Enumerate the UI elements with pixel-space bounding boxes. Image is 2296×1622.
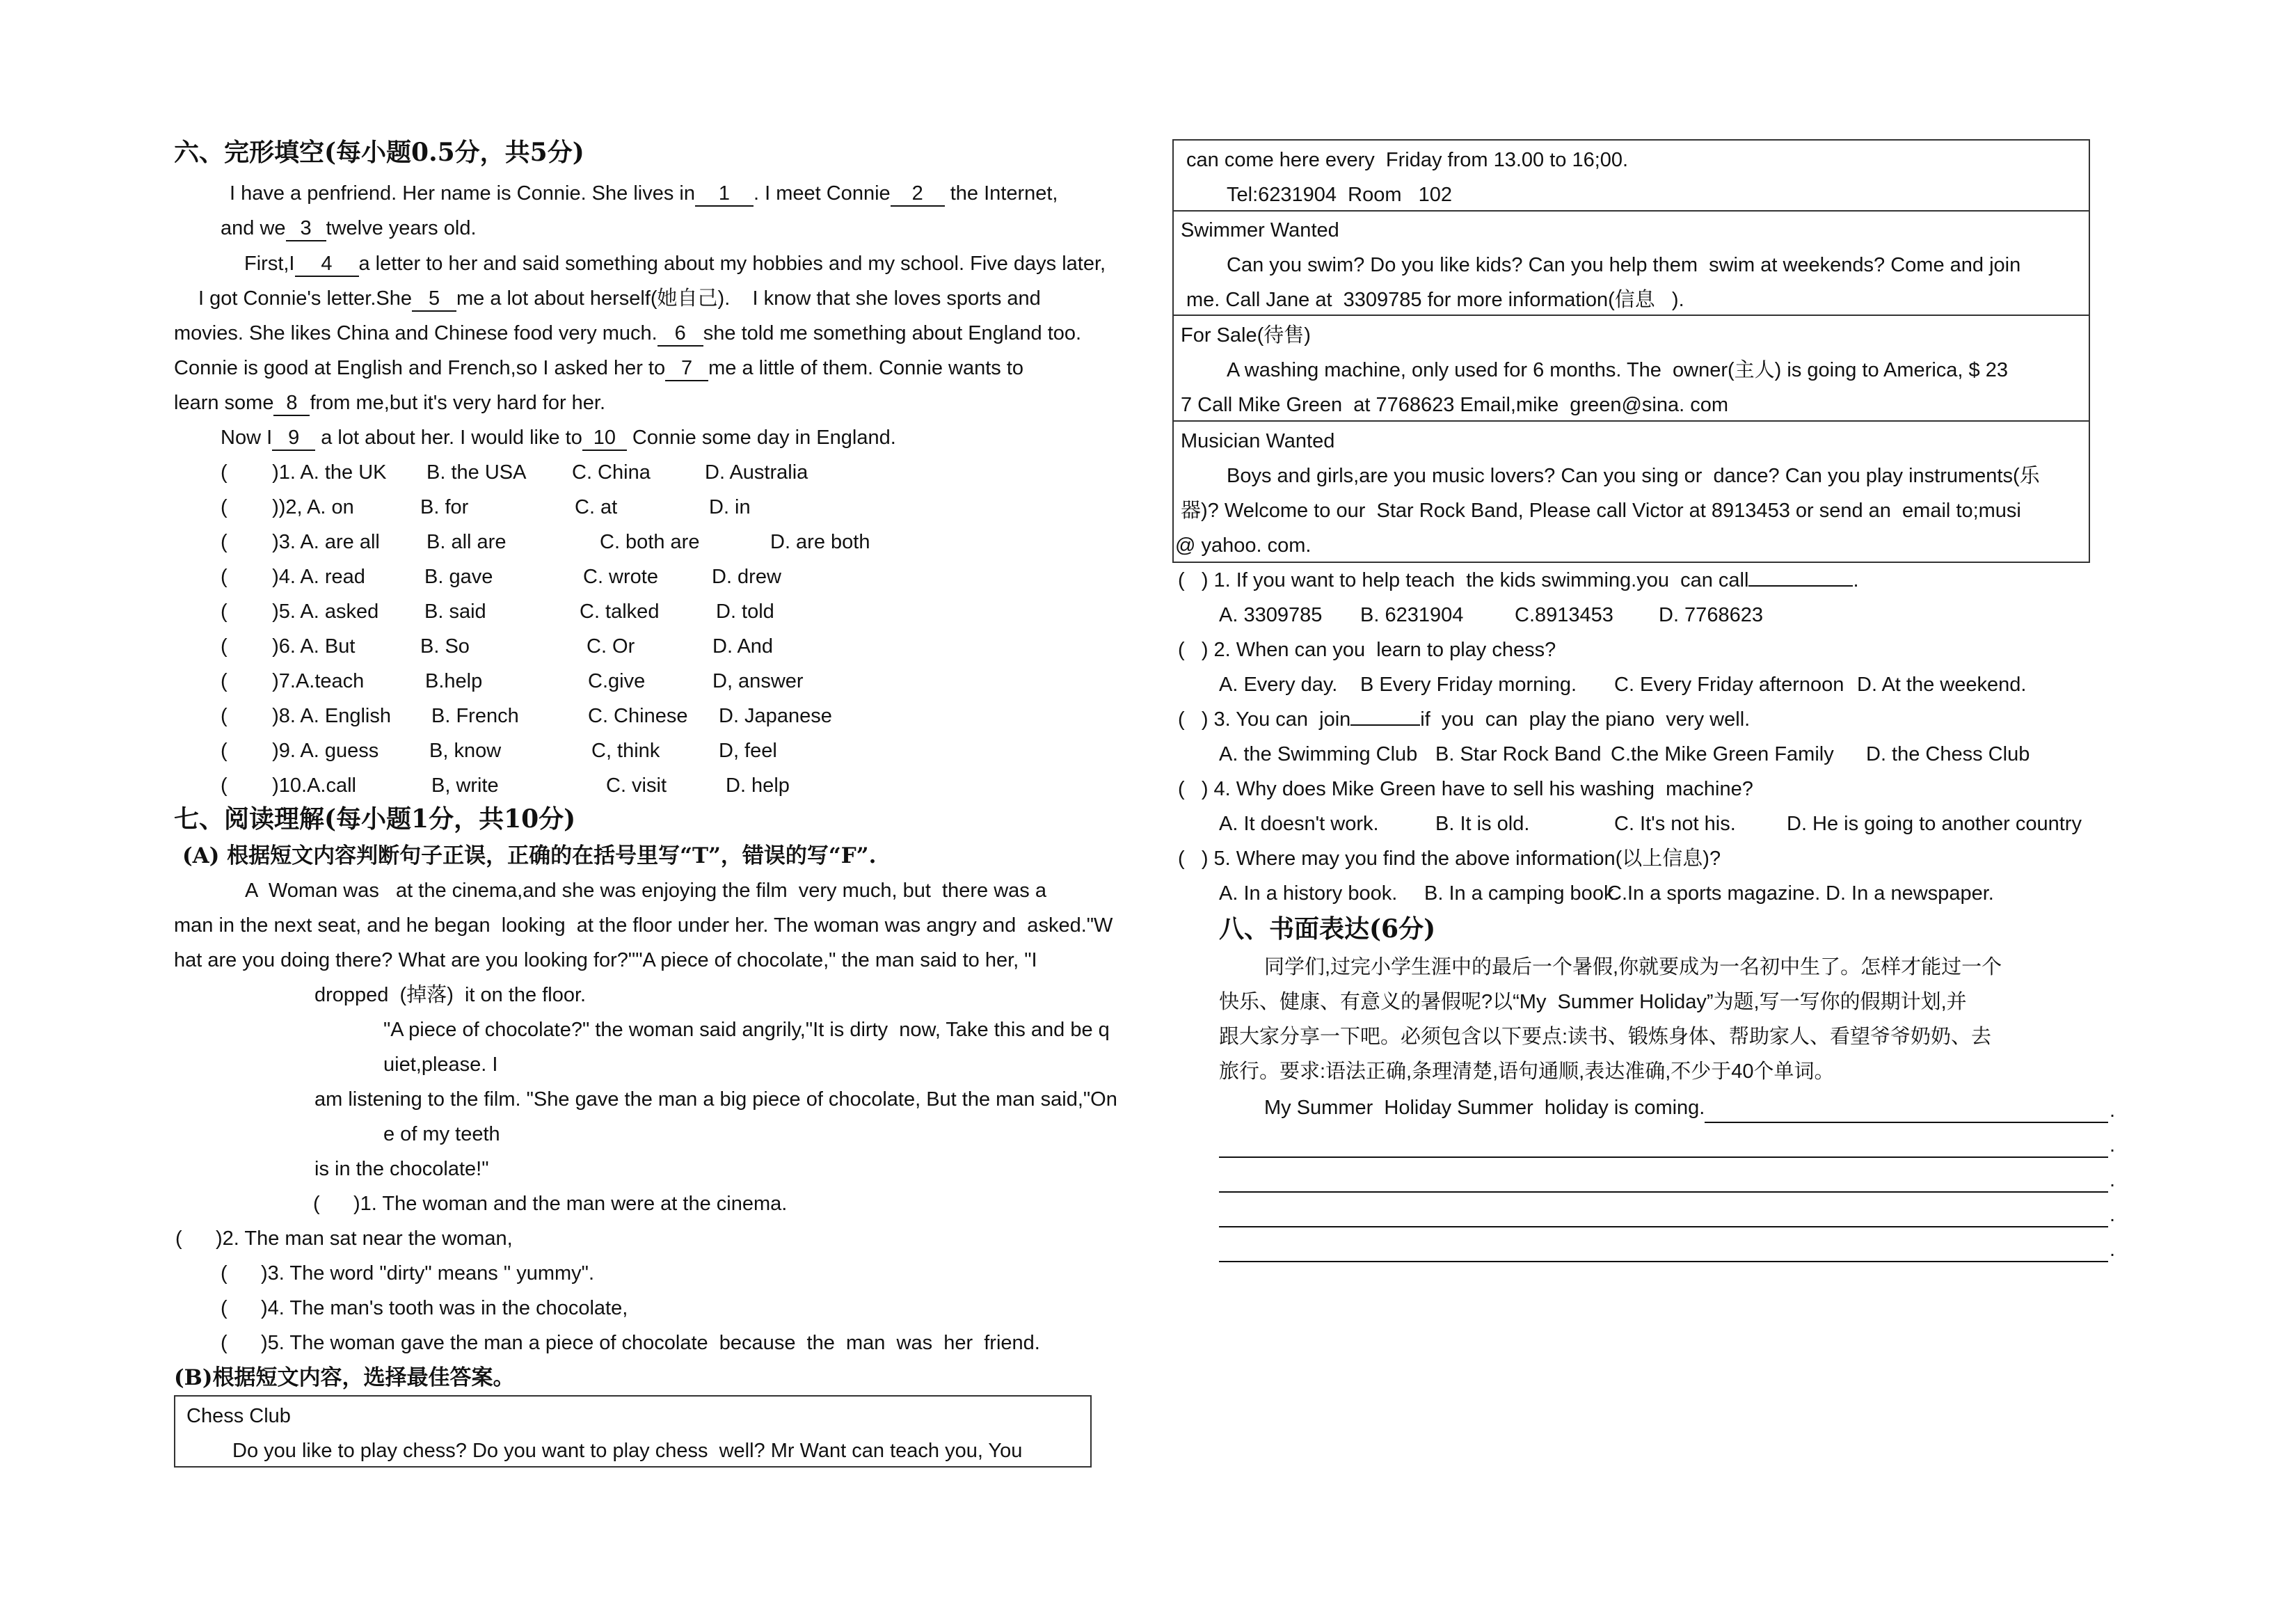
mc-question-1[interactable]: ( ) 1. If you want to help teach the kids swimming.you can call . [1178, 569, 1859, 591]
blank-9[interactable]: 9 [272, 426, 315, 451]
option-d: D. in [709, 496, 751, 518]
musician-wanted-text: Boys and girls,are you music lovers? Can you sing or dance? Can you play instruments(乐 [1227, 465, 2040, 487]
mc-question-2[interactable]: ( ) 2. When can you learn to play chess? [1178, 639, 1556, 661]
mc-option: D. At the weekend. [1857, 674, 2027, 696]
musician-wanted-text: 器)? Welcome to our Star Rock Band, Please call Victor at 8913453 or send an email to;musi [1181, 500, 2021, 522]
tf-item[interactable]: ( )5. The woman gave the man a piece of chocolate because the man was her friend. [221, 1332, 1040, 1354]
passage-a-line: man in the next seat, and he began looking at the floor under her. The woman was angry and asked."W [174, 914, 1113, 937]
cloze-option-row[interactable]: ( )3. A. are all [221, 531, 380, 553]
blank-1[interactable]: 1 [695, 182, 754, 207]
chess-club-text: Do you like to play chess? Do you want to play chess well? Mr Want can teach you, You [232, 1440, 1023, 1462]
mc-option: C. It's not his. [1614, 813, 1736, 835]
chess-club-text-cont: can come here every Friday from 13.00 to 16;00. [1186, 149, 1629, 171]
option-c: C. Or [587, 635, 635, 658]
cloze-option-row[interactable]: ( )10.A.call [221, 774, 356, 797]
writing-line[interactable] [1219, 1156, 2108, 1158]
cloze-option-row[interactable]: ( )8. A. English [221, 705, 391, 727]
option-d: D. And [712, 635, 774, 658]
swimmer-wanted-text: Can you swim? Do you like kids? Can you help them swim at weekends? Come and join [1227, 254, 2021, 276]
cloze-line-6: Connie is good at English and French,so I asked her to 7 me a little of them. Connie wants to [174, 356, 1023, 381]
cloze-option-row[interactable]: ( ))2, A. on [221, 496, 354, 518]
tf-item[interactable]: ( )3. The word "dirty" means " yummy". [221, 1262, 594, 1285]
mc-option: C.In a sports magazine. [1607, 882, 1821, 905]
for-sale-text: A washing machine, only used for 6 months. The owner(主人) is going to America, $ 23 [1227, 359, 2008, 381]
option-c: C. visit [606, 774, 667, 797]
writing-instructions-line: 同学们,过完小学生涯中的最后一个暑假,你就要成为一名初中生了。怎样才能过一个 [1264, 956, 2002, 978]
mc-question-5[interactable]: ( ) 5. Where may you find the above information(以上信息)? [1178, 848, 1721, 870]
writing-line[interactable] [1219, 1226, 2108, 1227]
line-end-dot: . [2110, 1169, 2116, 1191]
option-c: C.give [588, 670, 646, 692]
option-d: D, answer [712, 670, 804, 692]
cloze-line-7: learn some 8 from me,but it's very hard for her. [174, 391, 605, 416]
passage-a-line: A Woman was at the cinema,and she was enjoying the film very much, but there was a [245, 880, 1046, 902]
mc-option: A. the Swimming Club [1219, 743, 1418, 765]
option-d: D. are both [770, 531, 870, 553]
section-7-title: 七、阅读理解(每小题1分，共10分) [174, 804, 576, 834]
mc-option: B. Star Rock Band [1435, 743, 1602, 765]
passage-a-line: hat are you doing there? What are you looking for?""A piece of chocolate," the man said to her, "I [174, 949, 1037, 971]
blank-3[interactable]: 3 [286, 216, 326, 241]
essay-start: My Summer Holiday Summer holiday is coming. [1264, 1097, 1705, 1119]
mc-option: B Every Friday morning. [1360, 674, 1577, 696]
option-b: B, write [431, 774, 499, 797]
mc-option: A. 3309785 [1219, 604, 1323, 626]
cloze-line-1: I have a penfriend. Her name is Connie. She lives in 1 . I meet Connie 2 the Internet, [230, 182, 1058, 207]
swimmer-wanted-title: Swimmer Wanted [1181, 219, 1339, 241]
mc-option: D. 7768623 [1659, 604, 1763, 626]
line-end-dot: . [2110, 1204, 2116, 1226]
blank-7[interactable]: 7 [665, 356, 708, 381]
swimmer-wanted-text: me. Call Jane at 3309785 for more information(信息 ). [1186, 289, 1684, 311]
option-b: B. all are [426, 531, 507, 553]
mc-option: A. Every day. [1219, 674, 1338, 696]
option-b: B. for [420, 496, 469, 518]
blank-8[interactable]: 8 [273, 391, 310, 416]
option-d: D. told [716, 601, 774, 623]
answer-blank[interactable] [1350, 724, 1420, 726]
blank-10[interactable]: 10 [582, 426, 627, 451]
mc-question-3[interactable]: ( ) 3. You can join if you can play the piano very well. [1178, 708, 1751, 731]
option-c: C. both are [600, 531, 700, 553]
section-6-title: 六、完形填空(每小题0.5分，共5分) [174, 138, 584, 167]
mc-option: D. In a newspaper. [1826, 882, 1994, 905]
cloze-option-row[interactable]: ( )7.A.teach [221, 670, 365, 692]
option-b: B. gave [424, 566, 493, 588]
mc-option: A. It doesn't work. [1219, 813, 1379, 835]
option-d: D, feel [719, 740, 777, 762]
option-c: C. at [575, 496, 618, 518]
cloze-option-row[interactable]: ( )1. A. the UK [221, 461, 387, 484]
chess-club-title: Chess Club [186, 1405, 291, 1427]
writing-instructions-line: 旅行。要求:语法正确,条理清楚,语句通顺,表达准确,不少于40个单词。 [1219, 1060, 1835, 1083]
part-b-title: (B)根据短文内容，选择最佳答案。 [174, 1365, 515, 1390]
divider [1172, 420, 2089, 422]
divider [1172, 315, 2089, 316]
option-c: C. China [572, 461, 651, 484]
option-d: D. drew [712, 566, 781, 588]
mc-option: C.8913453 [1515, 604, 1613, 626]
blank-6[interactable]: 6 [657, 321, 703, 347]
chess-club-contact: Tel:6231904 Room 102 [1227, 184, 1453, 206]
cloze-option-row[interactable]: ( )6. A. But [221, 635, 356, 658]
option-c: C, think [591, 740, 660, 762]
blank-5[interactable]: 5 [412, 287, 456, 312]
mc-question-4[interactable]: ( ) 4. Why does Mike Green have to sell his washing machine? [1178, 778, 1753, 800]
option-b: B. So [420, 635, 470, 658]
passage-a-line: e of my teeth [383, 1123, 500, 1145]
mc-option: C. Every Friday afternoon [1614, 674, 1844, 696]
answer-blank[interactable] [1748, 585, 1853, 587]
passage-a-line: dropped (掉落) it on the floor. [314, 984, 587, 1006]
passage-a-line: am listening to the film. "She gave the man a big piece of chocolate, But the man said,"On [314, 1088, 1117, 1111]
mc-option: C.the Mike Green Family [1611, 743, 1834, 765]
tf-item[interactable]: ( )4. The man's tooth was in the chocolate, [221, 1297, 628, 1319]
cloze-option-row[interactable]: ( )9. A. guess [221, 740, 379, 762]
writing-line[interactable] [1705, 1122, 2108, 1123]
option-c: C. wrote [583, 566, 658, 588]
tf-item[interactable]: ( )1. The woman and the man were at the cinema. [313, 1193, 788, 1215]
mc-option: D. He is going to another country [1787, 813, 2082, 835]
mc-option: B. 6231904 [1360, 604, 1464, 626]
option-b: B, know [429, 740, 502, 762]
writing-line[interactable] [1219, 1191, 2108, 1193]
divider [1172, 210, 2089, 212]
cloze-line-8: Now I 9 a lot about her. I would like to 10 Connie some day in England. [221, 426, 896, 451]
blank-2[interactable]: 2 [891, 182, 945, 207]
cloze-line-2: and we 3 twelve years old. [221, 216, 477, 241]
line-end-dot: . [2110, 1099, 2116, 1122]
option-c: C. Chinese [588, 705, 688, 727]
writing-line[interactable] [1219, 1261, 2108, 1262]
passage-a-line: is in the chocolate!" [314, 1158, 489, 1180]
option-b: B.help [425, 670, 483, 692]
blank-4[interactable]: 4 [295, 252, 359, 277]
cloze-option-row[interactable]: ( )5. A. asked [221, 601, 379, 623]
option-b: B. said [424, 601, 486, 623]
option-d: D. Australia [705, 461, 808, 484]
passage-a-line: "A piece of chocolate?" the woman said angrily,"It is dirty now, Take this and be q [383, 1019, 1110, 1041]
part-a-title: (A) 根据短文内容判断句子正误，正确的在括号里写“T”，错误的写“F”. [182, 843, 877, 868]
musician-wanted-title: Musician Wanted [1181, 430, 1335, 452]
section-8-title: 八、书面表达(6分) [1219, 914, 1436, 944]
line-end-dot: . [2110, 1239, 2116, 1261]
option-c: C. talked [580, 601, 660, 623]
mc-option: D. the Chess Club [1866, 743, 2030, 765]
mc-option: B. In a camping book. [1424, 882, 1620, 905]
musician-wanted-text: @ yahoo. com. [1175, 534, 1312, 557]
writing-instructions-line: 快乐、健康、有意义的暑假呢?以“My Summer Holiday”为题,写一写你的假期计划,并 [1219, 991, 1967, 1013]
for-sale-text: 7 Call Mike Green at 7768623 Email,mike green@sina. com [1181, 394, 1729, 416]
cloze-option-row[interactable]: ( )4. A. read [221, 566, 365, 588]
passage-a-line: uiet,please. I [383, 1053, 498, 1076]
cloze-line-5: movies. She likes China and Chinese food very much. 6 she told me something about England too. [174, 321, 1081, 347]
option-d: D. help [726, 774, 790, 797]
tf-item[interactable]: ( )2. The man sat near the woman, [175, 1227, 513, 1250]
option-b: B. French [431, 705, 519, 727]
line-end-dot: . [2110, 1134, 2116, 1156]
mc-option: B. It is old. [1435, 813, 1530, 835]
mc-option: A. In a history book. [1219, 882, 1398, 905]
option-b: B. the USA [426, 461, 527, 484]
for-sale-title: For Sale(待售) [1181, 324, 1311, 347]
writing-instructions-line: 跟大家分享一下吧。必须包含以下要点:读书、锻炼身体、帮助家人、看望爷爷奶奶、去 [1219, 1026, 1992, 1048]
cloze-line-4: I got Connie's letter.She 5 me a lot about herself(她自己). I know that she loves sports and [198, 287, 1041, 312]
cloze-line-3: First,I 4 a letter to her and said something about my hobbies and my school. Five days later, [244, 252, 1106, 277]
option-d: D. Japanese [719, 705, 832, 727]
